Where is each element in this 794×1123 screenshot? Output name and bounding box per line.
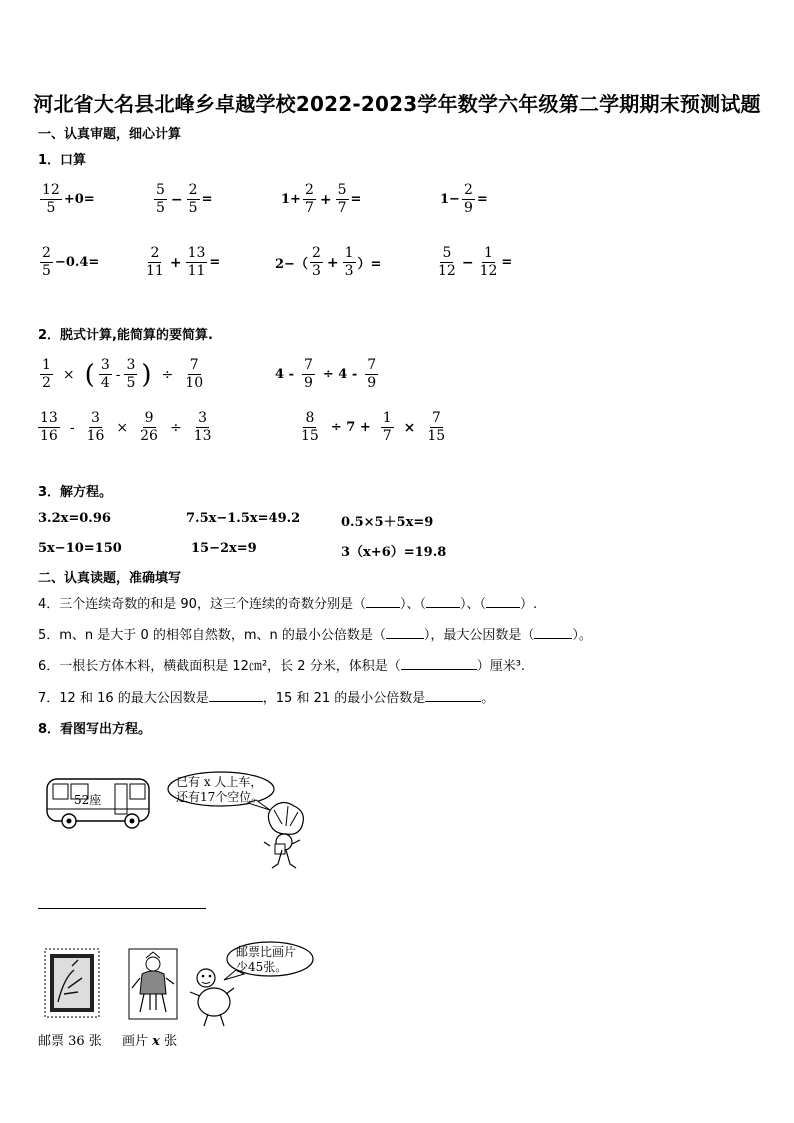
q3-eq-4: 5x−10=150 (38, 541, 122, 556)
q4-blank-1[interactable] (366, 607, 400, 608)
q1-expr-4: 1− $\frac{2}{9}$ = (440, 182, 488, 216)
section-1-heading: 一、认真审题，细心计算 (38, 127, 182, 142)
q3-eq-2: 7.5x−1.5x=49.2 (186, 511, 301, 526)
speech-bubble-1: 已有 x 人上车， 还有17个空位。 (166, 770, 276, 812)
bus-seat-label: 52座 (74, 793, 102, 807)
q7: 7．12 和 16 的最大公因数是 ，15 和 21 的最小公倍数是 。 (38, 691, 495, 706)
q7-blank-2[interactable] (425, 701, 481, 702)
speech-bubble-2: 邮票比画片 少45张。 (222, 940, 314, 982)
q6: 6．一根长方体木料，横截面积是 12㎝²，长 2 分米，体积是（ ）厘米³. (38, 659, 526, 674)
q3-label: 3．解方程。 (38, 485, 113, 500)
q2-expr-d: $\frac{8}{15}$ ÷ 7 + $\frac{1}{7}$ × $\frac{7}{15}$ (301, 410, 446, 444)
q1-expr-6: $\frac{2}{11}$ + $\frac{13}{11}$ = (146, 245, 221, 279)
picture-card-illustration (128, 948, 178, 1020)
q1-label: 1．口算 (38, 153, 87, 168)
q4-blank-3[interactable] (486, 607, 520, 608)
q3-eq-1: 3.2x=0.96 (38, 511, 111, 526)
q3-eq-3: 0.5×5＋5x=9 (341, 515, 434, 530)
q1-expr-5: $\frac{2}{5}$ −0.4= (42, 245, 100, 279)
stamp-illustration (44, 948, 100, 1018)
q2-expr-b: 4 - $\frac{7}{9}$ ÷ 4 - $\frac{7}{9}$ (275, 357, 377, 391)
q1-expr-2: $\frac{5}{5}$ − $\frac{2}{5}$ = (156, 182, 213, 216)
q1-expr-1: $\frac{12}{5}$ +0= (42, 182, 95, 216)
picture-card-caption: 画片 x 张 (122, 1034, 178, 1049)
q7-blank-1[interactable] (209, 701, 263, 702)
cartoon-figure-2 (186, 966, 236, 1028)
q3-eq-5: 15−2x=9 (191, 541, 257, 556)
q2-expr-a: $\frac{1}{2}$ × ( $\frac{3}{4}$ - $\frac{3}{5}$ ) ÷ $\frac{7}{10}$ (42, 357, 204, 391)
q1-expr-7: 2−（ $\frac{2}{3}$ + $\frac{1}{3}$ ）= (275, 245, 382, 279)
q1-expr-8: $\frac{5}{12}$ − $\frac{1}{12}$ = (438, 245, 513, 279)
q3-eq-6: 3（x+6）=19.8 (341, 545, 447, 560)
q2-expr-c: $\frac{13}{16}$ - $\frac{3}{16}$ × $\frac{9}{26}$ ÷ $\frac{3}{13}$ (40, 410, 212, 444)
cartoon-figure-1 (252, 798, 312, 873)
q4-blank-2[interactable] (426, 607, 460, 608)
page-title: 河北省大名县北峰乡卓越学校2022-2023学年数学六年级第二学期期末预测试题 (33, 92, 761, 116)
q2-label: 2．脱式计算,能简算的要简算. (38, 328, 213, 343)
q1-expr-3: 1+ $\frac{2}{7}$ + $\frac{5}{7}$ = (281, 182, 362, 216)
section-2-heading: 二、认真读题，准确填写 (38, 571, 182, 586)
answer-line (38, 908, 206, 909)
q4: 4．三个连续奇数的和是 90，这三个连续的奇数分别是（ ）、（ ）、（ ）. (38, 597, 538, 612)
q5-blank-1[interactable] (386, 638, 424, 639)
q6-blank-1[interactable] (401, 669, 477, 670)
stamp-caption: 邮票 36 张 (38, 1034, 102, 1049)
bus-illustration (44, 775, 154, 831)
q5-blank-2[interactable] (534, 638, 572, 639)
q5: 5．m、n 是大于 0 的相邻自然数，m、n 的最小公倍数是（ ），最大公因数是（ ）。 (38, 628, 592, 643)
q8-label: 8．看图写出方程。 (38, 722, 152, 737)
